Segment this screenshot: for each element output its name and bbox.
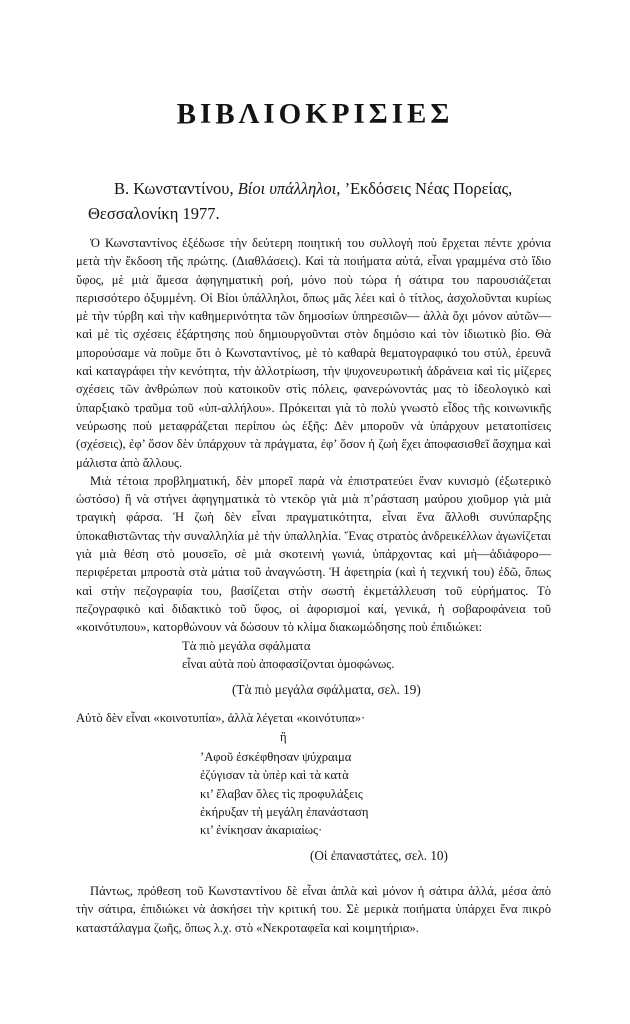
review-paragraph-2: Μιὰ τέτοια προβληματική, δὲν μπορεῖ παρὰ νὰ ἐπιστρατεύει ἕναν κυνισμὸ (ἐξωτερικὸ ὡστόσο) ἢ νὰ στήνει ἀφηγηματικὰ τὸ ντεκὸρ γιὰ μιὰ π’ράσταση μαύρου χιοῦμορ γιὰ μιὰ τραγικὴ φάρσα. Ἡ ζωὴ δὲν εἶναι πραγματικότητα, εἶναι ἕνα ἄλλοθι συνύπαρξης ὑποκαθιστῶντας τὴν συναλληλία μὲ τὴν ὑπαλληλία. Ἕνας στρατὸς ἀνδρεικέλλων ἀγωνίζεται γιὰ μιὰ θέση στὸ μουσεῖο, σὲ μιὰ σκοτεινὴ γωνιά, ὑπάρχοντας καὶ μὴ—ἀδιάφορο—περιφέρεται μπροστὰ στὰ μάτια τοῦ ἀναγνώστη. Ἡ ἀφετηρία (καὶ ἡ τεχνική του) ἐδῶ, ὅπως καὶ στὴν πεζογραφία του, βασίζεται στὴν σωστὴ ἐκμετάλλευση τοῦ εὑρήματος. Τὸ πεζογραφικὸ καὶ διδακτικὸ τοῦ ὕφος, οἱ ἀφορισμοί καί, γενικά, ἡ σοβαροφάνεια τοῦ «κοινότυπου», κατορθώνουν νὰ δώσουν τὸ κλίμα διακωμώδησης ποὺ ἐπιδιώκει: <box>76 473 551 635</box>
citation-author: Β. Κωνσταντίνου, <box>114 179 238 198</box>
poem-2-line-1: ’Αφοῦ ἐσκέφθησαν ψύχραιμα <box>200 750 352 764</box>
closing-paragraph: Πάντως, πρόθεση τοῦ Κωνσταντίνου δὲ εἶναι ἁπλὰ καὶ μόνον ἡ σάτιρα ἀλλά, μέσα ἀπὸ τὴν σάτιρα, ἐπιδιώκει νὰ ἀσκήσει τὴν κριτική του. Σὲ μερικὰ ποιήματα ὑπάρχει ἕνα πικρὸ καταστάλαγμα ζωῆς, ὅπως λ.χ. στὸ «Νεκροταφεῖα καὶ κοιμητήρια». <box>76 884 551 935</box>
transition-line: Αὐτὸ δὲν εἶναι «κοινοτυπία», ἀλλὰ λέγεται «κοινότυπα»· <box>76 711 366 725</box>
poem-2-line-5: κι’ ἐνίκησαν ἀκαριαίως· <box>200 823 323 838</box>
poem-quote-2 <box>200 748 368 839</box>
review-paragraph-1: Ὁ Κωνσταντίνος ἐξέδωσε τὴν δεύτερη ποιητική του συλλογὴ ποὺ ἔρχεται πέντε χρόνια μετὰ τὴν ἔκδοση τῆς πρώτης. (Διαθλάσεις). Καὶ τὰ ποιήματα αὐτά, εἶναι γραμμένα στὸ ἴδιο ὕφος, μὲ μιὰ ἄμεσα ἀφηγηματικὴ ροή, μόνο ποὺ τώρα ἡ σάτιρα του παρουσιάζεται περισσότερο ὀξυμμένη. Οἱ Βίοι ὑπάλληλοι, ὅπως μᾶς λέει καὶ ὁ τίτλος, ἀσχολοῦνται κυρίως μὲ τὴν τύρβη καὶ τὴν καθημερινότητα τῶν δημοσίων ὑπηρεσιῶν— ἀλλὰ ὄχι μόνον αὐτῶν— καὶ μὲ τὶς σχέσεις ἐξάρτησης ποὺ δημιουργοῦνται στὸν δημόσιο καὶ τὸν ἰδιωτικὸ βίο. Θὰ μπορούσαμε νὰ ποῦμε ὅτι ὁ Κωνσταντίνος, μὲ τὸ καθαρὰ θεματογραφικό του στύλ, ἐρευνᾶ καὶ καταγράφει τὴν κενότητα, τὴν ἀλλοτρίωση, τὴν ψυχονευρωτικὴ ἀδράνεια καὶ τὶς μίζερες σχέσεις τῶν ἀνθρώπων ποὺ κατοικοῦν στὶς πόλεις, φανερώνοντάς μας τὸ ἰδεολογικὸ καὶ ὑπαρξιακὸ τραῦμα τοῦ «ὑπ-αλλήλου». Πρόκειται γιὰ τὸ πολὺ γνωστὸ εἶδος τῆς κοινωνικῆς νεύρωσης ποὺ μεταφράζεται περίπου ὡς ἑξῆς: Δὲν μποροῦν νὰ ὑπάρχουν μετατοπίσεις (σχέσεις), ἐφ’ ὅσον δὲν ὑπάρχουν τὰ πράγματα, ἐφ’ ὅσον ἡ ζωὴ ἔχει ἀποφασισθεῖ ἄσχημα καὶ μάλιστα ἀπὸ ἄλλους. <box>76 236 551 470</box>
poem-1-line-1: Τὰ πιὸ μεγάλα σφάλματα <box>182 639 311 653</box>
poem-2-line-4: ἐκήρυξαν τὴ μεγάλη ἐπανάσταση <box>200 804 369 819</box>
or-word: ἢ <box>280 730 287 744</box>
citation-publisher: ’Εκδόσεις Νέας Πορείας, Θεσσαλονίκη 1977. <box>88 179 513 223</box>
book-citation <box>88 176 550 226</box>
page-title: ΒΙΒΛΙΟΚΡΙΣΙΕΣ <box>176 98 454 130</box>
poem-2-source: (Οἱ ἐπαναστάτες, σελ. 10) <box>310 848 448 863</box>
poem-1-source: (Τὰ πιὸ μεγάλα σφάλματα, σελ. 19) <box>232 682 421 697</box>
closing-section <box>76 882 551 937</box>
poem-quote-1 <box>182 637 394 674</box>
poem-2-line-3: κι’ ἔλαβαν ὅλες τὶς προφυλάξεις <box>200 786 363 801</box>
poem-2-line-2: ἐζύγισαν τὰ ὑπὲρ καὶ τὰ κατὰ <box>200 768 349 783</box>
poem-1-line-2: εἶναι αὐτὰ ποὺ ἀποφασίζονται ὁμοφώνως. <box>182 657 395 672</box>
review-body <box>76 234 551 637</box>
citation-book-title: Βίοι υπάλληλοι, <box>237 179 341 198</box>
